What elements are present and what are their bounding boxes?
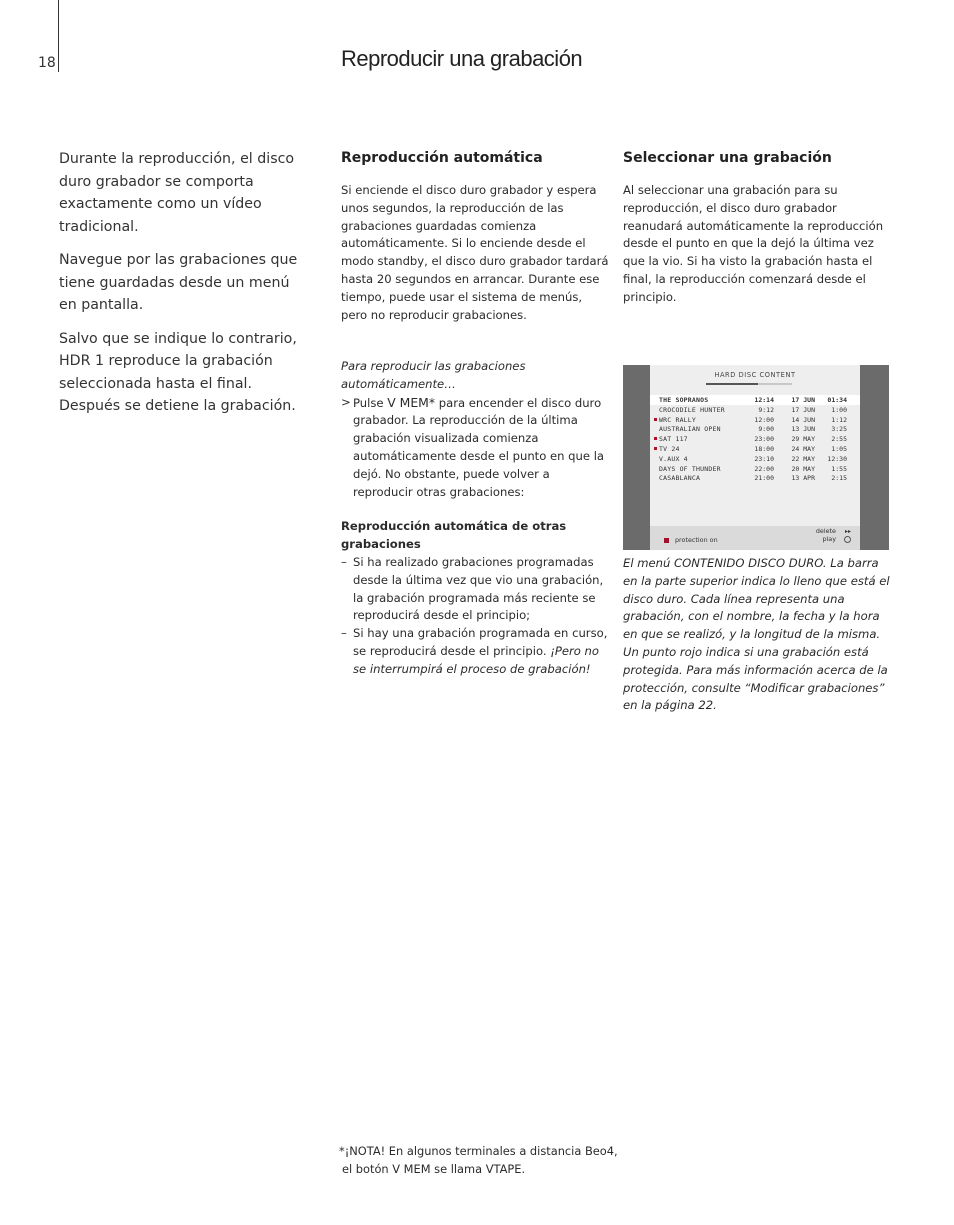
delete-label: delete [815, 527, 836, 535]
select-section [623, 148, 891, 307]
step-text-post: para encender el disco duro grabador. La reproducción de la última grabación visualizada comienza automáticamente desde el punto en que la dejó. No obstante, puede volver a reproducir otras grabaciones: [353, 395, 605, 499]
recording-time: 12:00 [754, 415, 774, 424]
recording-name: V.AUX 4 [659, 454, 688, 463]
sub-heading: Reproducción automática de otras grabaciones [341, 519, 567, 552]
recording-time: 18:00 [754, 444, 774, 453]
intro-paragraph: Navegue por las grabaciones que tiene guardadas desde un menú en pantalla. [59, 252, 298, 313]
recording-time: 21:00 [754, 474, 774, 483]
margin-rule [58, 0, 59, 72]
protected-dot-icon [654, 418, 657, 421]
instruction-intro: Para reproducir las grabaciones automáticamente… [341, 359, 526, 391]
bullet-emphasis: ¡Pero no se interrumpirá el proceso de grabación! [353, 643, 599, 676]
recording-length: 2:15 [831, 474, 847, 483]
auto-play-section [341, 148, 611, 324]
recording-date: 13 JUN [791, 425, 815, 434]
menu-panel [650, 365, 860, 550]
bullet-marker: – [341, 554, 347, 569]
recording-time: 23:10 [754, 454, 774, 463]
recording-name: THE SOPRANOS [659, 396, 709, 404]
hard-disc-content-screenshot [623, 365, 889, 550]
disc-fill-track [706, 383, 792, 385]
table-row[interactable] [650, 444, 860, 454]
recording-length: 2:55 [831, 435, 847, 444]
table-row[interactable] [650, 395, 860, 405]
recording-name: WRC RALLY [659, 415, 697, 424]
recording-length: 1:05 [831, 444, 847, 453]
recording-time: 9:12 [758, 405, 774, 414]
recording-length: 1:55 [831, 464, 847, 473]
protected-dot-icon [654, 437, 657, 440]
step-text-pre: Pulse [353, 395, 388, 410]
protection-icon [664, 538, 669, 543]
recording-name: TV 24 [659, 444, 680, 453]
play-label: play [822, 535, 836, 543]
recording-date: 22 MAY [791, 454, 815, 463]
protected-dot-icon [654, 447, 657, 450]
recording-date: 13 APR [791, 474, 815, 483]
table-row[interactable] [650, 454, 860, 464]
recording-date: 24 MAY [791, 444, 815, 453]
disc-fill-bar [706, 383, 758, 385]
recording-date: 14 JUN [791, 415, 815, 424]
bullet-text: Si ha realizado grabaciones programadas desde la última vez que vio una grabación, la grabación programada más reciente se reproducirá desde el principio; [353, 554, 604, 623]
list-item [341, 554, 611, 625]
recording-time: 12:14 [754, 396, 774, 404]
section-body: Al seleccionar una grabación para su reproducción, el disco duro grabador reanudará automáticamente la reproducción desde el punto en que la dejó la última vez que la vio. Si ha visto la grabación hasta el final, la reproducción comenzará desde el principio. [623, 183, 884, 304]
table-row[interactable] [650, 464, 860, 474]
footnote [339, 1143, 639, 1179]
intro-paragraph: Salvo que se indique lo contrario, HDR 1 reproduce la grabación seleccionada hasta el final. Después se detiene la grabación. [59, 330, 297, 414]
page-title: Reproducir una grabación [341, 46, 583, 71]
recording-date: 17 JUN [791, 405, 815, 414]
recording-date: 20 MAY [791, 464, 815, 473]
section-body: Si enciende el disco duro grabador y espera unos segundos, la reproducción de las grabaciones guardadas comienza automáticamente. Si lo enciende desde el modo standby, el disco duro grabador tardará hasta 20 segundos en arrancar. Durante ese tiempo, puede usar el sistema de menús, pero no reproducir grabaciones. [341, 183, 609, 322]
section-heading: Reproducción automática [341, 150, 543, 166]
recording-name: CASABLANCA [659, 474, 701, 483]
recording-name: AUSTRALIAN OPEN [659, 425, 721, 434]
list-item [341, 625, 611, 678]
instruction-step [341, 394, 611, 502]
instructions-block [341, 358, 611, 679]
play-icon [844, 536, 851, 543]
recording-time: 9:00 [758, 425, 774, 434]
table-row[interactable] [650, 405, 860, 415]
intro-paragraph: Durante la reproducción, el disco duro grabador se comporta exactamente como un vídeo tradicional. [59, 151, 295, 235]
recording-date: 29 MAY [791, 435, 815, 444]
footnote-line: el botón V MEM se llama VTAPE. [342, 1161, 526, 1176]
recording-list [650, 395, 860, 483]
menu-heading: HARD DISC CONTENT [714, 371, 796, 379]
recording-date: 17 JUN [791, 396, 815, 404]
step-marker: > [341, 394, 351, 409]
recording-length: 1:12 [831, 415, 847, 424]
menu-footer [650, 526, 860, 550]
section-heading: Seleccionar una grabación [623, 150, 832, 166]
recording-time: 22:00 [754, 464, 774, 473]
figure-caption: El menú CONTENIDO DISCO DURO. La barra en la parte superior indica lo lleno que está el disco duro. Cada línea representa una grabación, con el nombre, la fecha y la hora en que se realizó, y la longitud de la misma. Un punto rojo indica si una grabación está protegida. Para más información acerca de la protección, consulte “Modificar grabaciones” en la página 22. [623, 556, 890, 713]
recording-length: 3:25 [831, 425, 847, 434]
recording-name: DAYS OF THUNDER [659, 464, 721, 473]
footnote-line: *¡NOTA! En algunos terminales a distancia Beo4, [339, 1144, 618, 1158]
protection-label: protection on [675, 536, 718, 544]
fast-forward-icon: ▸▸ [844, 528, 851, 535]
bullet-text: Si hay una grabación programada en curso, se reproducirá desde el principio. [353, 626, 608, 658]
recording-length: 1:00 [831, 405, 847, 414]
bullet-marker: – [341, 626, 347, 641]
recording-time: 23:00 [754, 435, 774, 444]
table-row[interactable] [650, 434, 860, 444]
intro-column [59, 148, 304, 429]
table-row[interactable] [650, 415, 860, 425]
table-row[interactable] [650, 473, 860, 483]
recording-name: CROCODILE HUNTER [659, 405, 725, 414]
vmem-key: V MEM* [387, 394, 436, 410]
table-row[interactable] [650, 424, 860, 434]
recording-length: 01:34 [827, 396, 847, 404]
page-number: 18 [38, 55, 56, 71]
recording-name: SAT 117 [659, 435, 688, 444]
recording-length: 12:30 [827, 454, 847, 463]
